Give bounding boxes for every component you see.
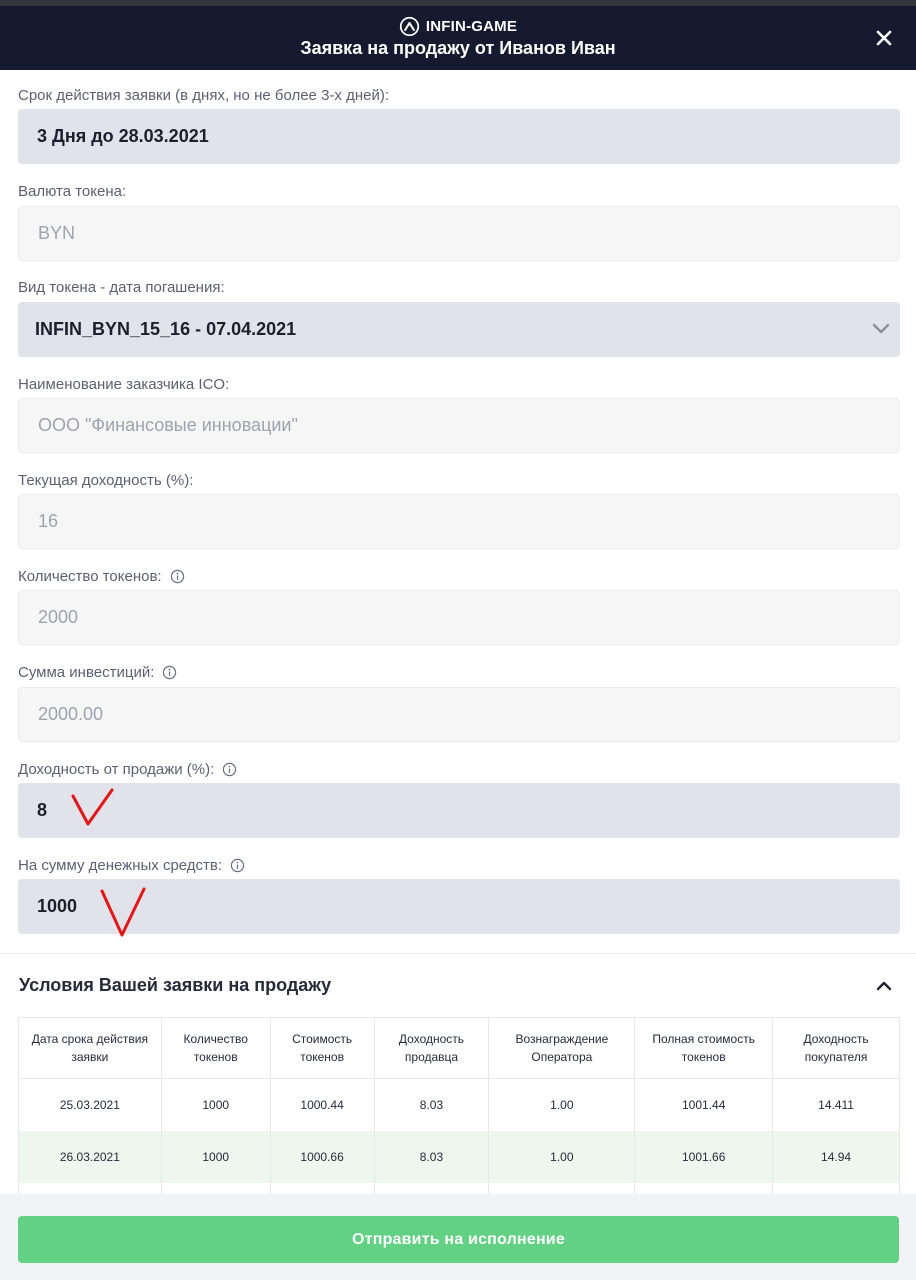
infin-logo-icon: [399, 16, 420, 37]
info-icon[interactable]: [222, 762, 237, 777]
table-cell: 25.03.2021: [19, 1079, 162, 1131]
brand-name: INFIN-GAME: [425, 18, 518, 35]
conditions-table: [18, 1017, 900, 1223]
sale-yield-label: Доходность от продажи (%):: [18, 761, 237, 778]
investment-sum-label: Сумма инвестиций:: [18, 664, 177, 681]
cash-amount-label: На сумму денежных средств:: [18, 857, 245, 874]
table-cell: 8.03: [374, 1131, 489, 1183]
current-yield-label: Текущая доходность (%):: [18, 472, 194, 489]
section-divider: [0, 953, 916, 954]
table-row: [19, 1131, 900, 1183]
term-field[interactable]: 3 Дня до 28.03.2021: [18, 109, 900, 164]
close-icon[interactable]: [870, 24, 898, 52]
column-header: Количество токенов: [161, 1018, 270, 1079]
token-type-label: Вид токена - дата погашения:: [18, 279, 225, 296]
brand: [0, 16, 916, 37]
bottom-bar: [0, 1194, 916, 1280]
investment-sum-field: 2000.00: [18, 687, 900, 742]
table-cell: 14.94: [773, 1131, 900, 1183]
table-cell: 1.00: [489, 1131, 635, 1183]
token-count-label: Количество токенов:: [18, 568, 185, 585]
column-header: Вознаграждение Оператора: [489, 1018, 635, 1079]
table-cell: 14.411: [773, 1079, 900, 1131]
table-cell: 1000: [161, 1079, 270, 1131]
column-header: Дата срока действия заявки: [19, 1018, 162, 1079]
submit-button[interactable]: Отправить на исполнение: [18, 1216, 899, 1263]
current-yield-field: 16: [18, 494, 900, 549]
table-cell: 1000.44: [270, 1079, 374, 1131]
column-header: Стоимость токенов: [270, 1018, 374, 1079]
sale-yield-input[interactable]: 8: [18, 783, 900, 838]
customer-field: ООО "Финансовые инновации": [18, 398, 900, 453]
table-cell: 1.00: [489, 1079, 635, 1131]
info-icon[interactable]: [230, 858, 245, 873]
column-header: Полная стоимость токенов: [635, 1018, 773, 1079]
token-type-select[interactable]: INFIN_BYN_15_16 - 07.04.2021: [18, 302, 900, 357]
modal-header: [0, 6, 916, 70]
check-mark-annotation: [98, 885, 148, 939]
table-cell: 1001.44: [635, 1079, 773, 1131]
info-icon[interactable]: [162, 665, 177, 680]
check-mark-annotation: [70, 786, 118, 830]
currency-label: Валюта токена:: [18, 183, 127, 200]
customer-label: Наименование заказчика ICO:: [18, 376, 230, 393]
column-header: Доходность покупателя: [773, 1018, 900, 1079]
chevron-down-icon[interactable]: [871, 321, 891, 335]
table-cell: 26.03.2021: [19, 1131, 162, 1183]
table-row: [19, 1079, 900, 1131]
table-header-row: [19, 1018, 900, 1079]
term-label: Срок действия заявки (в днях, но не более 3-х дней):: [18, 87, 389, 104]
table-cell: 8.03: [374, 1079, 489, 1131]
column-header: Доходность продавца: [374, 1018, 489, 1079]
conditions-title: Условия Вашей заявки на продажу: [19, 975, 332, 995]
currency-field: BYN: [18, 206, 900, 261]
table-cell: 1000: [161, 1131, 270, 1183]
chevron-up-icon[interactable]: [874, 978, 894, 994]
table-cell: 1000.66: [270, 1131, 374, 1183]
info-icon[interactable]: [170, 569, 185, 584]
token-count-field: 2000: [18, 590, 900, 645]
table-cell: 1001.66: [635, 1131, 773, 1183]
cash-amount-input[interactable]: 1000: [18, 879, 900, 934]
modal-title: Заявка на продажу от Иванов Иван: [300, 38, 616, 58]
